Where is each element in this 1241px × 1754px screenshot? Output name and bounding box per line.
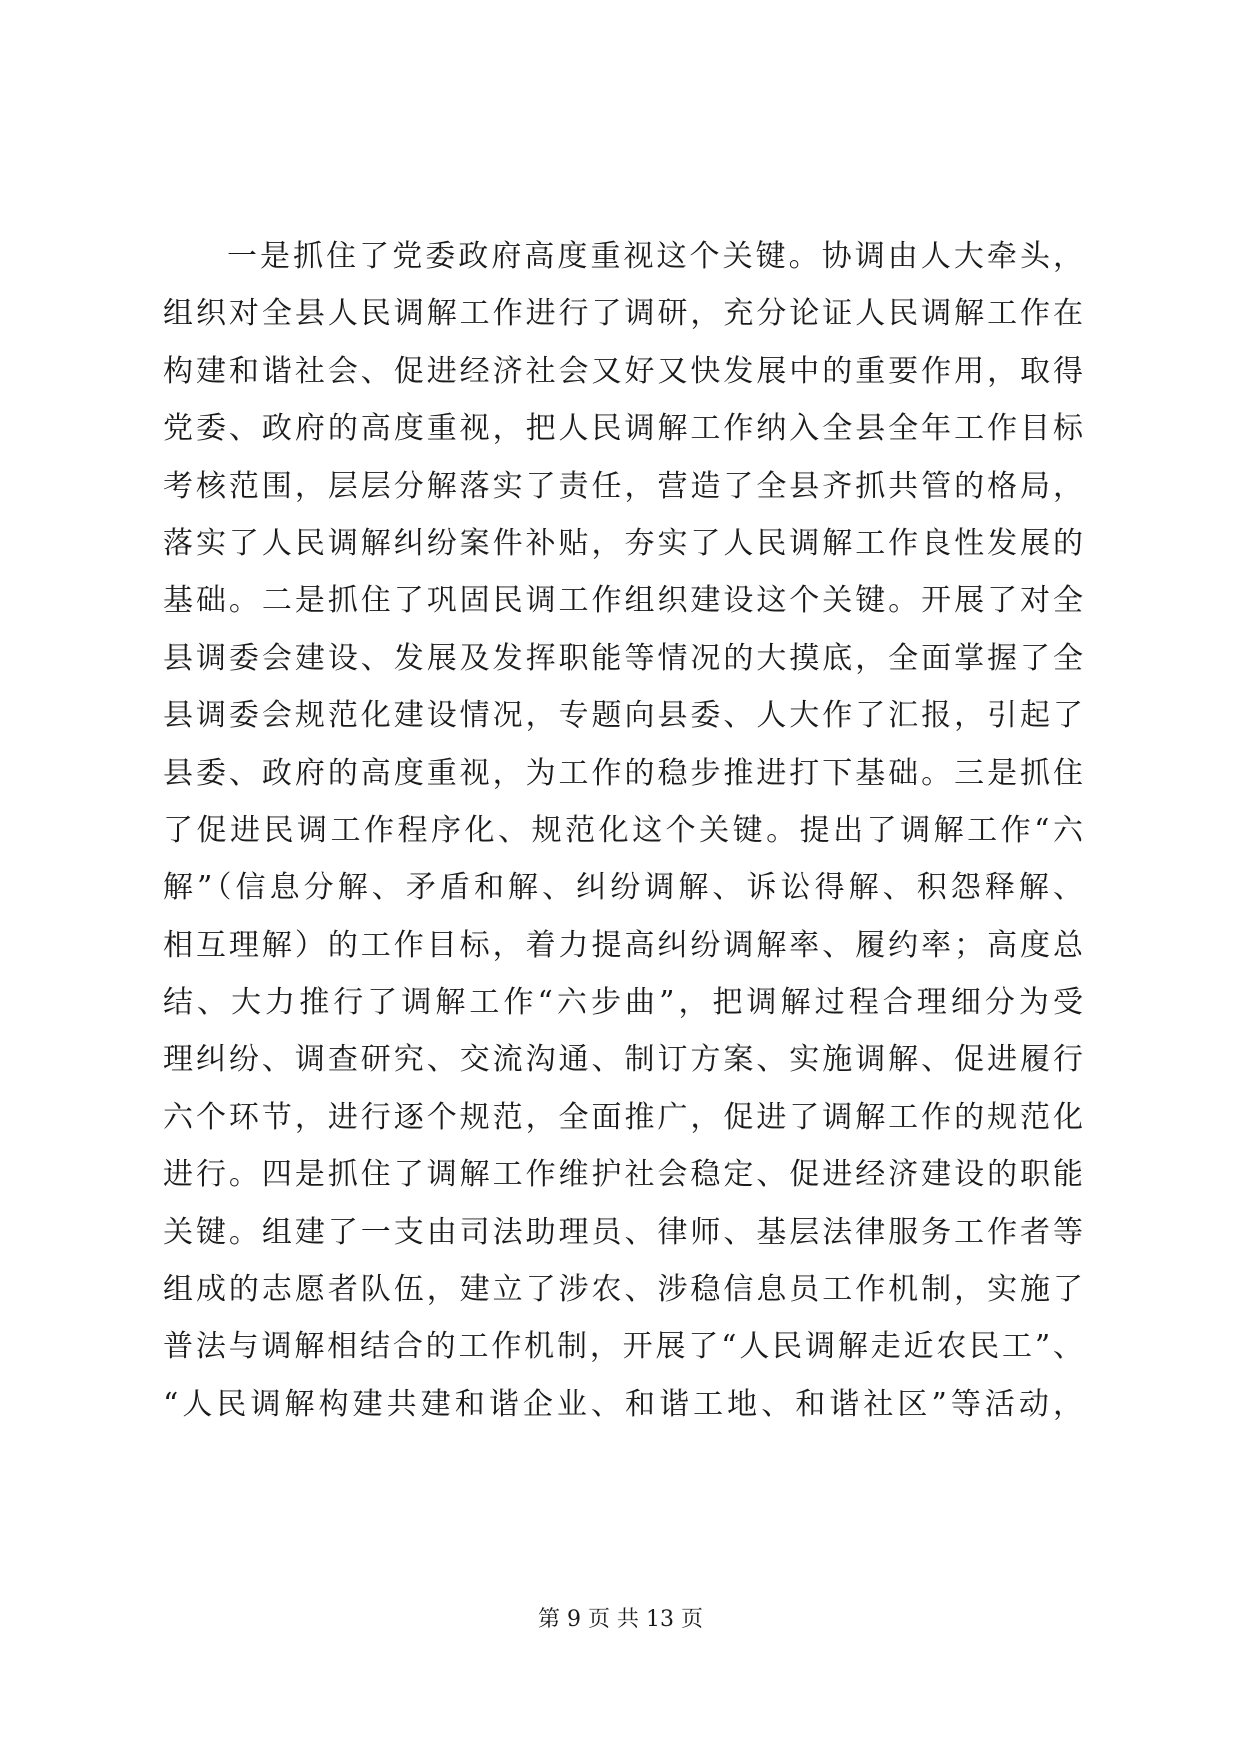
- text-line: 县调委会建设、发展及发挥职能等情况的大摸底，全面掌握了全: [163, 640, 1083, 676]
- text-line: 县委、政府的高度重视，为工作的稳步推进打下基础。三是抓住: [163, 755, 1083, 791]
- text-line: 组织对全县人民调解工作进行了调研，充分论证人民调解工作在: [163, 296, 1083, 332]
- text-line: 构建和谐社会、促进经济社会又好又快发展中的重要作用，取得: [163, 353, 1083, 389]
- text-line: “人民调解构建共建和谐企业、和谐工地、和谐社区”等活动，: [163, 1386, 1083, 1422]
- text-line: 县调委会规范化建设情况，专题向县委、人大作了汇报，引起了: [163, 698, 1083, 734]
- text-line: 了促进民调工作程序化、规范化这个关键。提出了调解工作“六: [163, 812, 1083, 848]
- text-line: 关键。组建了一支由司法助理员、律师、基层法律服务工作者等: [163, 1214, 1083, 1250]
- text-line: 落实了人民调解纠纷案件补贴，夯实了人民调解工作良性发展的: [163, 525, 1083, 561]
- text-line: 相互理解）的工作目标，着力提高纠纷调解率、履约率；高度总: [163, 927, 1083, 963]
- text-line: 解”（信息分解、矛盾和解、纠纷调解、诉讼得解、积怨释解、: [163, 870, 1083, 906]
- body-paragraph: [163, 228, 1083, 1433]
- text-line: 进行。四是抓住了调解工作维护社会稳定、促进经济建设的职能: [163, 1157, 1083, 1193]
- text-line: 六个环节，进行逐个规范，全面推广，促进了调解工作的规范化: [163, 1099, 1083, 1135]
- text-line: 理纠纷、调查研究、交流沟通、制订方案、实施调解、促进履行: [163, 1042, 1083, 1078]
- text-line: 一是抓住了党委政府高度重视这个关键。协调由人大牵头，: [227, 239, 1083, 274]
- text-line: 普法与调解相结合的工作机制，开展了“人民调解走近农民工”、: [163, 1329, 1083, 1365]
- text-line: 基础。二是抓住了巩固民调工作组织建设这个关键。开展了对全: [163, 583, 1083, 619]
- page-number-footer: 第 9 页 共 13 页: [538, 1607, 703, 1632]
- text-line: 党委、政府的高度重视，把人民调解工作纳入全县全年工作目标: [163, 411, 1083, 447]
- text-line: 考核范围，层层分解落实了责任，营造了全县齐抓共管的格局，: [163, 468, 1083, 504]
- text-line: 结、大力推行了调解工作“六步曲”，把调解过程合理细分为受: [163, 985, 1083, 1021]
- text-line: 组成的志愿者队伍，建立了涉农、涉稳信息员工作机制，实施了: [163, 1272, 1083, 1308]
